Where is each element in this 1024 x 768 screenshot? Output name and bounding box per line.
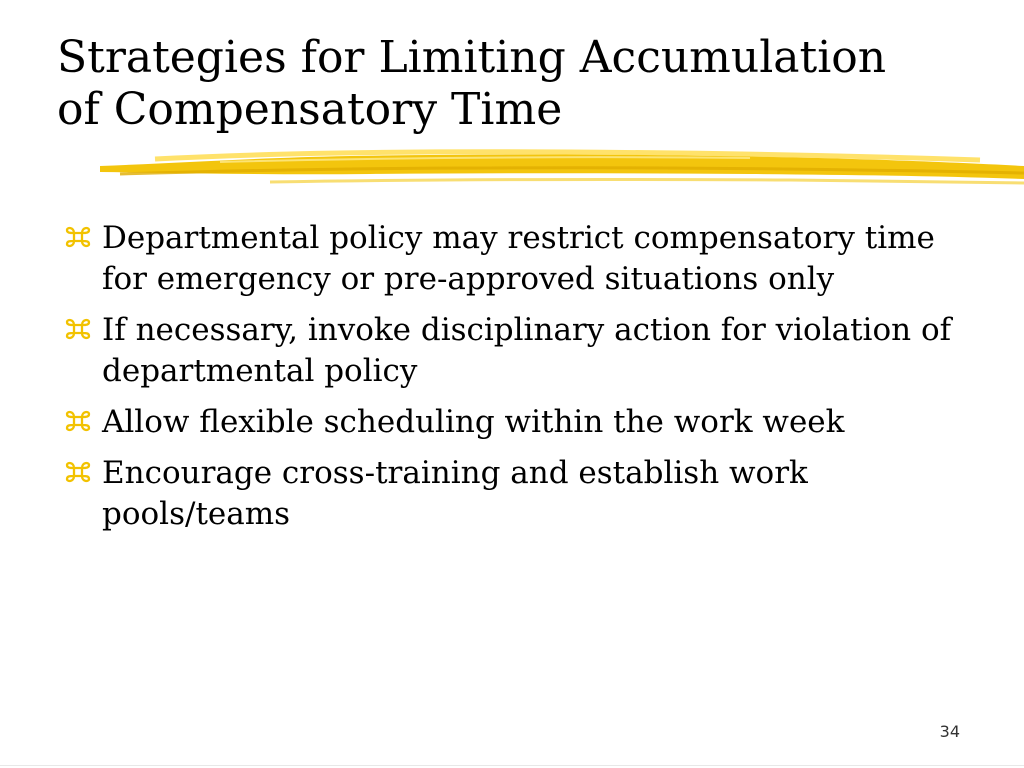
bottom-rule (0, 765, 1024, 766)
bullet-item (63, 402, 963, 443)
place-of-interest-sign-icon (63, 406, 93, 436)
place-of-interest-sign-icon (63, 314, 93, 344)
bullet-list (63, 218, 963, 545)
bullet-item (63, 310, 963, 392)
slide-title-line-2: of Compensatory Time (57, 84, 563, 135)
bullet-item (63, 453, 963, 535)
bullet-text: Allow flexible scheduling within the work week (102, 404, 845, 440)
bullet-text: Departmental policy may restrict compensatory time for emergency or pre-approved situations only (102, 220, 935, 297)
place-of-interest-sign-icon (63, 457, 93, 487)
title-underline-brush-stroke (100, 148, 1024, 190)
slide-title (57, 32, 957, 136)
bullet-text: Encourage cross-training and establish work pools/teams (102, 455, 808, 532)
slide-title-line-1: Strategies for Limiting Accumulation (57, 32, 887, 83)
place-of-interest-sign-icon (63, 222, 93, 252)
page-number: 34 (939, 722, 960, 741)
bullet-text: If necessary, invoke disciplinary action for violation of departmental policy (102, 312, 952, 389)
bullet-item (63, 218, 963, 300)
